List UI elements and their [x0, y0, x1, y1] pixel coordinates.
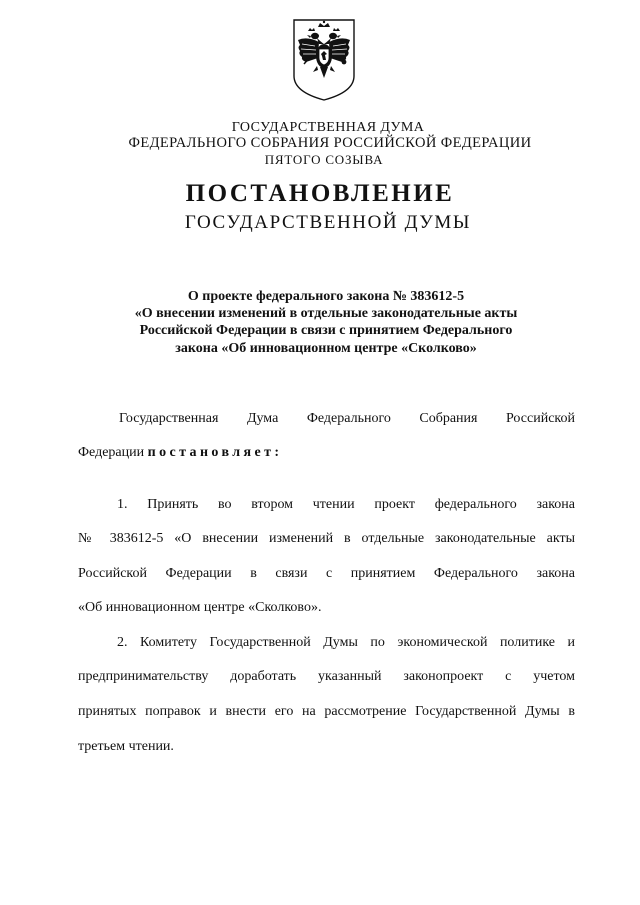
coat-of-arms-icon [291, 18, 357, 102]
item1-line-1: 1. Принять во втором чтении проект федерального закона [117, 497, 575, 512]
item1-line-3: Российской Федерации в связи с принятием Федерального закона [78, 566, 575, 581]
header-line-assembly: ФЕДЕРАЛЬНОГО СОБРАНИЯ РОССИЙСКОЙ ФЕДЕРАЦИИ [128, 135, 532, 151]
item1-line-2: № 383612-5 «О внесении изменений в отдельные законодательные акты [78, 531, 575, 546]
subject-line-4: закона «Об инновационном центре «Сколково» [175, 341, 477, 356]
preamble-line-2 [78, 444, 282, 462]
preamble-decree-verb: постановляет: [147, 445, 283, 460]
item2-line-1: 2. Комитету Государственной Думы по экономической политике и [117, 635, 575, 650]
subject-line-3: Российской Федерации в связи с принятием Федерального [139, 323, 513, 338]
document-issuer-title: ГОСУДАРСТВЕННОЙ ДУМЫ [184, 212, 472, 233]
preamble-line-1: Государственная Дума Федерального Собрания Российской [119, 411, 575, 426]
document-type-title: ПОСТАНОВЛЕНИЕ [185, 180, 455, 207]
header-line-convocation: ПЯТОГО СОЗЫВА [264, 152, 384, 167]
item2-line-2: предпринимательству доработать указанный законопроект с учетом [78, 669, 575, 684]
item2-line-4: третьем чтении. [78, 739, 174, 754]
header-line-chamber: ГОСУДАРСТВЕННАЯ ДУМА [231, 120, 425, 135]
item1-line-4: «Об инновационном центре «Сколково». [78, 600, 322, 615]
item2-line-3: принятых поправок и внести его на рассмотрение Государственной Думы в [78, 704, 575, 719]
preamble-line-2-start: Федерации [78, 445, 145, 460]
subject-line-1: О проекте федерального закона № 383612-5 [187, 289, 465, 304]
subject-line-2: «О внесении изменений в отдельные законодательные акты [134, 306, 518, 321]
